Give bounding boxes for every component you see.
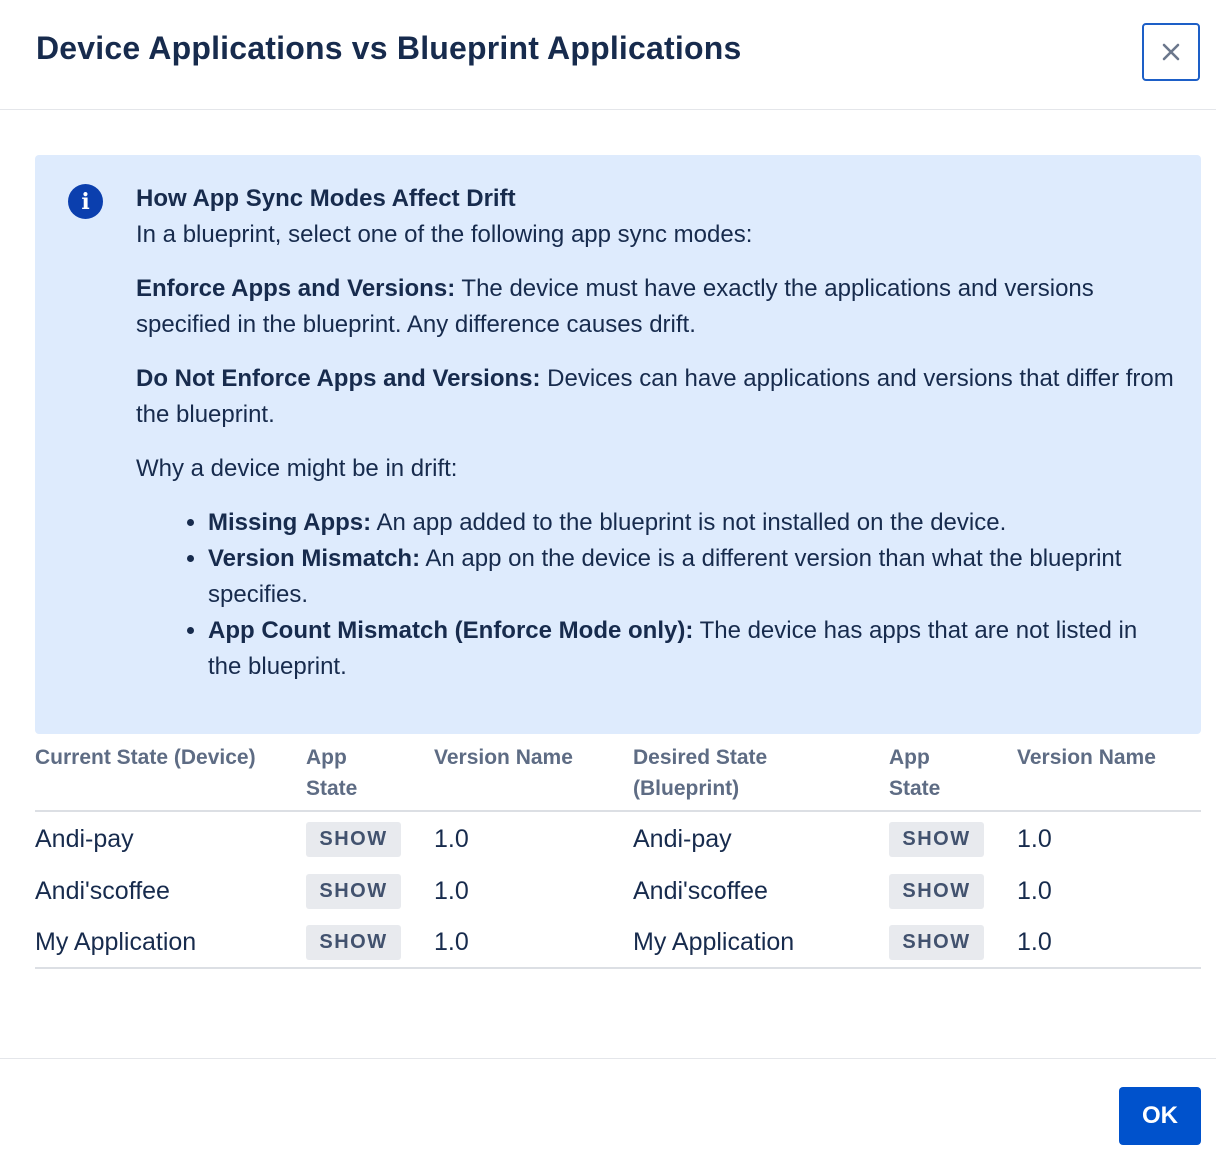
desired-app-name: My Application: [633, 927, 795, 956]
current-app-name: My Application: [35, 927, 197, 956]
column-header-app-state: App State: [889, 746, 941, 800]
current-version: 1.0: [434, 927, 469, 956]
bullet-label: Missing Apps:: [208, 509, 372, 536]
bullet-text: The device has apps that are not listed in the blueprint.: [208, 617, 1138, 680]
bullet-text: An app on the device is a different version than what the blueprint specifies.: [208, 545, 1122, 608]
current-version: 1.0: [434, 824, 469, 853]
bullet-label: Version Mismatch:: [208, 545, 421, 572]
table-divider: [35, 967, 1201, 969]
list-item: [208, 613, 1176, 685]
list-item: [208, 505, 1176, 541]
list-item: [208, 541, 1176, 613]
noenforce-text: Devices can have applications and versions that differ from the blueprint.: [136, 365, 1174, 428]
column-header-version-name: Version Name: [1017, 746, 1156, 769]
column-header-app-state: App State: [306, 746, 358, 800]
table-row: [35, 916, 1201, 968]
info-heading: How App Sync Modes Affect Drift: [136, 185, 516, 212]
info-body: [136, 181, 1176, 685]
why-drift: Why a device might be in drift:: [136, 455, 458, 482]
current-app-name: Andi-pay: [35, 824, 134, 853]
bullet-text: An app added to the blueprint is not installed on the device.: [371, 509, 1007, 536]
enforce-label: Enforce Apps and Versions:: [136, 275, 456, 302]
close-icon: [1161, 42, 1181, 62]
info-intro: In a blueprint, select one of the following app sync modes:: [136, 221, 753, 248]
table-header: [35, 740, 1201, 812]
bullet-label: App Count Mismatch (Enforce Mode only):: [208, 617, 694, 644]
table-row: [35, 865, 1201, 917]
desired-app-name: Andi'scoffee: [633, 876, 768, 905]
info-panel: [35, 155, 1201, 734]
noenforce-label: Do Not Enforce Apps and Versions:: [136, 365, 541, 392]
noenforce-paragraph: [136, 361, 1176, 433]
column-header-version-name: Version Name: [434, 746, 573, 769]
show-desired-state-button[interactable]: SHOW: [889, 925, 984, 960]
dialog-title: Device Applications vs Blueprint Applications: [36, 30, 742, 66]
column-header-current-state: Current State (Device): [35, 746, 256, 769]
column-header-desired-state: Desired State (Blueprint): [633, 746, 768, 800]
close-button[interactable]: [1142, 23, 1200, 81]
show-desired-state-button[interactable]: SHOW: [889, 874, 984, 909]
current-version: 1.0: [434, 876, 469, 905]
desired-version: 1.0: [1017, 824, 1052, 853]
desired-version: 1.0: [1017, 927, 1052, 956]
show-current-state-button[interactable]: SHOW: [306, 925, 401, 960]
desired-app-name: Andi-pay: [633, 824, 732, 853]
show-current-state-button[interactable]: SHOW: [306, 822, 401, 857]
info-icon: i: [68, 184, 103, 219]
table-row: [35, 813, 1201, 865]
desired-version: 1.0: [1017, 876, 1052, 905]
enforce-paragraph: [136, 271, 1176, 343]
show-current-state-button[interactable]: SHOW: [306, 874, 401, 909]
dialog-footer: [0, 1058, 1216, 1166]
show-desired-state-button[interactable]: SHOW: [889, 822, 984, 857]
drift-reasons-list: [136, 505, 1176, 685]
enforce-text: The device must have exactly the applications and versions specified in the blueprint. Any difference causes drift.: [136, 275, 1094, 338]
current-app-name: Andi'scoffee: [35, 876, 170, 905]
dialog-header: [0, 0, 1216, 110]
ok-button[interactable]: OK: [1119, 1087, 1201, 1145]
